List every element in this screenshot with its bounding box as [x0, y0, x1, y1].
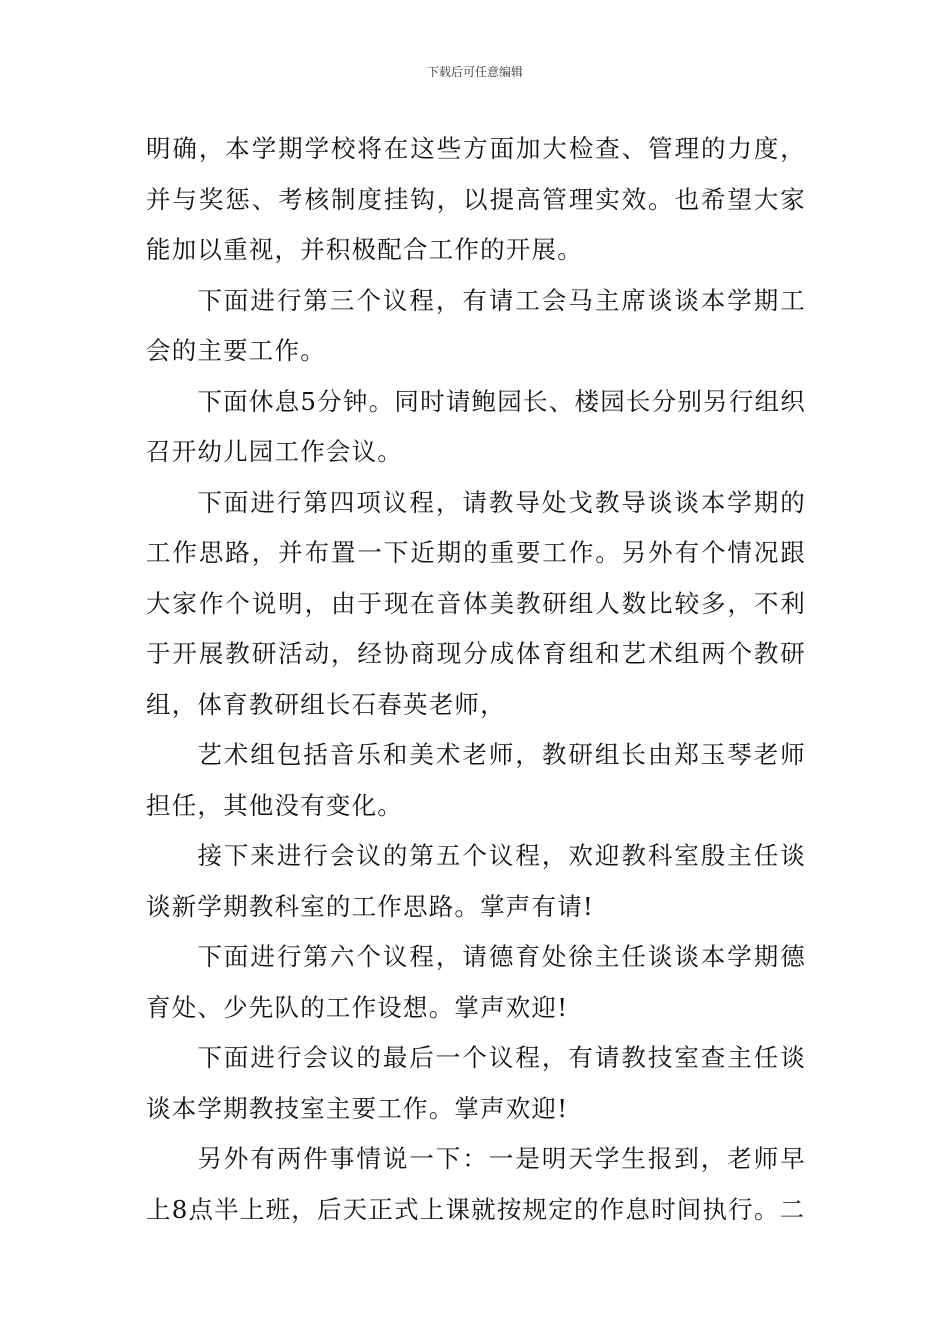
paragraph-agenda-three: 下面进行第三个议程，有请工会马主席谈谈本学期工会的主要工作。 — [146, 285, 806, 365]
paragraph-art-group: 艺术组包括音乐和美术老师，教研组长由郑玉琴老师担任，其他没有变化。 — [146, 740, 806, 820]
paragraph-continuation: 明确，本学期学校将在这些方面加大检查、管理的力度，并与奖惩、考核制度挂钩，以提高管理实效。也希望大家能加以重视，并积极配合工作的开展。 — [146, 134, 806, 264]
paragraph-break: 下面休息5分钟。同时请鲍园长、楼园长分别另行组织召开幼儿园工作会议。 — [146, 386, 806, 466]
paragraph-agenda-five: 接下来进行会议的第五个议程，欢迎教科室殷主任谈谈新学期教科室的工作思路。掌声有请! — [146, 841, 806, 921]
paragraph-other-matters: 另外有两件事情说一下：一是明天学生报到，老师早上8点半上班，后天正式上课就按规定的作息时间执行。二 — [146, 1144, 806, 1224]
paragraph-agenda-last: 下面进行会议的最后一个议程，有请教技室查主任谈谈本学期教技室主要工作。掌声欢迎! — [146, 1043, 806, 1123]
paragraph-agenda-four: 下面进行第四项议程，请教导处戈教导谈谈本学期的工作思路，并布置一下近期的重要工作。另外有个情况跟大家作个说明，由于现在音体美教研组人数比较多，不利于开展教研活动，经协商现分成体育组和艺术组两个教研组，体育教研组长石春英老师， — [146, 487, 806, 719]
page-header: 下载后可任意编辑 — [426, 65, 523, 79]
document-body — [146, 124, 806, 1235]
paragraph-agenda-six: 下面进行第六个议程，请德育处徐主任谈谈本学期德育处、少先队的工作设想。掌声欢迎! — [146, 942, 806, 1022]
